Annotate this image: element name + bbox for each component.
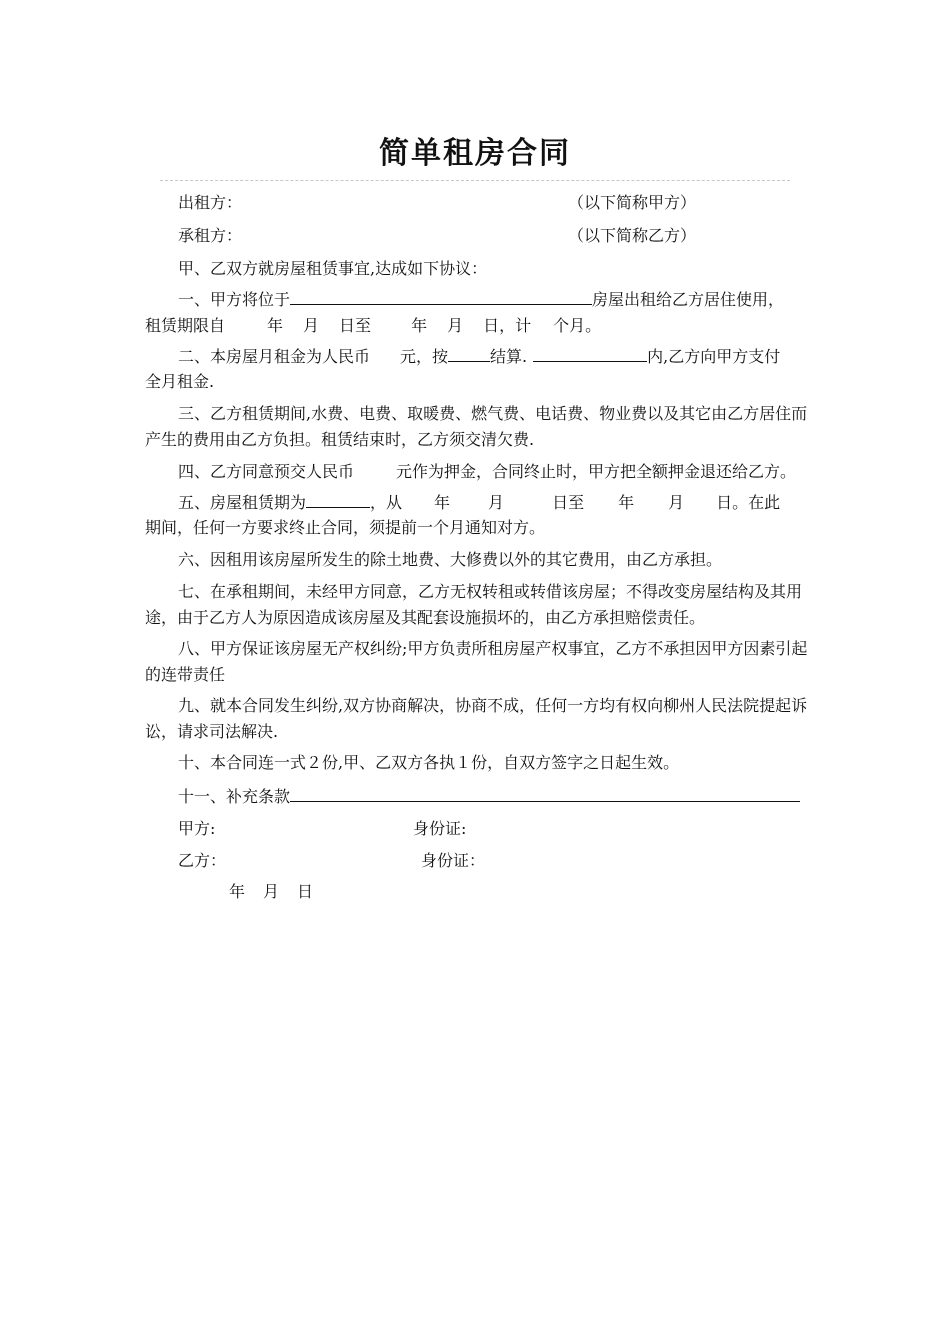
clause-5-day-end: 日。在此	[716, 493, 781, 512]
party-b-id-label: 身份证：	[421, 851, 486, 870]
date-month: 月	[263, 882, 280, 901]
clause-8: 八、甲方保证该房屋无产权纠纷;甲方负责所租房屋产权事宜，乙方不承担因甲方因素引起的连带责任	[145, 639, 808, 684]
clause-2-part-a: 二、本房屋月租金为人民币	[178, 347, 371, 366]
title-divider	[160, 180, 790, 181]
clause-5-year-2: 年	[618, 493, 635, 512]
clause-5-day-to: 日至	[552, 493, 585, 512]
clause-5-part-a: 五、房屋租赁期为	[178, 493, 307, 512]
clause-5-line-1	[178, 491, 780, 515]
intro-text: 甲、乙双方就房屋租赁事宜,达成如下协议：	[178, 259, 488, 278]
clause-2-part-b: 元，按	[400, 347, 449, 366]
clause-1-line-2	[145, 314, 601, 338]
clause-2-line-2: 全月租金.	[145, 372, 215, 391]
clause-4	[178, 460, 796, 484]
clause-1-part-a: 一、甲方将位于	[178, 290, 291, 309]
address-blank	[290, 288, 592, 305]
lessor-note: （以下简称甲方）	[568, 193, 697, 212]
settlement-blank	[448, 345, 490, 362]
clause-5-month-2: 月	[668, 493, 685, 512]
clause-5-line-2: 期间，任何一方要求终止合同，须提前一个月通知对方。	[145, 518, 546, 537]
clause-2-line-1	[178, 345, 780, 369]
clause-1-part-c: 租赁期限自	[145, 316, 226, 335]
clause-9: 九、就本合同发生纠纷,双方协商解决，协商不成，任何一方均有权向柳州人民法院提起诉讼，请求司法解决.	[145, 696, 808, 741]
clause-10: 十、本合同连一式２份,甲、乙双方各执１份，自双方签字之日起生效。	[178, 753, 680, 772]
supplementary-terms-blank	[290, 785, 800, 802]
clause-11-label: 十一、补充条款	[178, 787, 291, 806]
lessee-note: （以下简称乙方）	[568, 226, 697, 245]
lessee-label: 承租方：	[178, 226, 243, 245]
clause-6: 六、因租用该房屋所发生的除土地费、大修费以外的其它费用，由乙方承担。	[178, 550, 723, 569]
clause-5-part-b: ，从	[370, 493, 403, 512]
clause-3: 三、乙方租赁期间,水费、电费、取暖费、燃气费、电话费、物业费以及其它由乙方居住而产生的费用由乙方负担。租赁结束时，乙方须交清欠费.	[145, 404, 808, 449]
clause-4-part-a: 四、乙方同意预交人民币	[178, 462, 355, 481]
clause-2-part-c: 结算.	[490, 347, 528, 366]
clause-7: 七、在承租期间，未经甲方同意，乙方无权转租或转借该房屋；不得改变房屋结构及其用途，由于乙方人为原因造成该房屋及其配套设施损坏的，由乙方承担赔偿责任。	[145, 582, 803, 627]
clause-5-month: 月	[488, 493, 505, 512]
party-a-id-label: 身份证:	[413, 819, 467, 838]
payment-period-blank	[533, 345, 647, 362]
clause-1-month: 月	[303, 316, 320, 335]
clause-5-year: 年	[434, 493, 451, 512]
date-day: 日	[297, 882, 314, 901]
lease-term-blank	[306, 491, 370, 508]
clause-1-line-1	[178, 288, 784, 312]
clause-1-day-to: 日至	[339, 316, 372, 335]
clause-4-part-b: 元作为押金，合同终止时，甲方把全额押金退还给乙方。	[396, 462, 797, 481]
party-a-label: 甲方:	[178, 819, 216, 838]
clause-11	[178, 785, 800, 809]
lessor-label: 出租方：	[178, 193, 243, 212]
clause-1-months: 个月。	[553, 316, 602, 335]
clause-2-part-d: 内,乙方向甲方支付	[647, 347, 781, 366]
clause-1-year: 年	[267, 316, 284, 335]
date-year: 年	[229, 882, 246, 901]
clause-1-part-b: 房屋出租给乙方居住使用，	[592, 290, 785, 309]
party-b-label: 乙方：	[178, 851, 227, 870]
document-title: 简单租房合同	[379, 136, 571, 171]
clause-1-day-total: 日，计	[483, 316, 532, 335]
clause-1-month-2: 月	[447, 316, 464, 335]
clause-1-year-2: 年	[411, 316, 428, 335]
signing-date	[229, 880, 313, 904]
